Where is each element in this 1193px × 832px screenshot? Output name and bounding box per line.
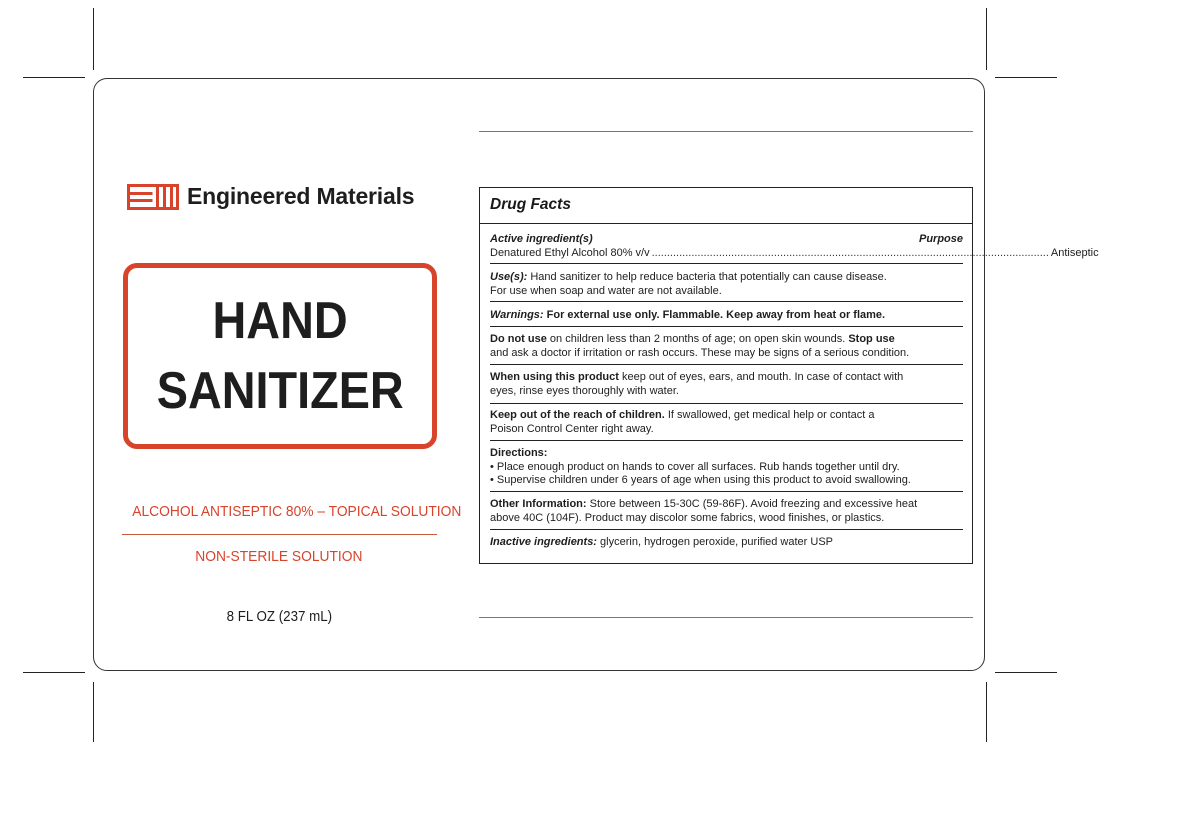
other-info-text: Store between 15-30C (59-86F). Avoid freezing and excessive heat xyxy=(589,498,918,510)
divider xyxy=(490,364,963,365)
active-ingredients-section xyxy=(490,233,1099,260)
other-info-label: Other Information: xyxy=(490,498,587,510)
crop-mark xyxy=(995,77,1057,78)
inactive-ingredients-section xyxy=(490,536,963,550)
do-not-use-section xyxy=(490,333,963,360)
drug-facts-title: Drug Facts xyxy=(490,196,571,213)
brand-name: Engineered Materials xyxy=(187,183,415,209)
inactive-label: Inactive ingredients: xyxy=(490,536,597,548)
crop-mark xyxy=(995,672,1057,673)
warnings-label: Warnings: xyxy=(490,309,544,321)
keep-out-text-2: Poison Control Center right away. xyxy=(490,422,654,435)
when-using-section xyxy=(490,371,963,398)
warnings-text: For external use only. Flammable. Keep away from heat or flame. xyxy=(546,309,886,321)
product-title-line2: SANITIZER xyxy=(156,362,404,420)
directions-label: Directions: xyxy=(490,447,548,459)
keep-out-section xyxy=(490,409,963,436)
divider xyxy=(122,534,437,535)
directions-item: • Supervise children under 6 years of age when using this product to avoid swallowing. xyxy=(490,474,911,486)
crop-mark xyxy=(23,77,85,78)
uses-label: Use(s): xyxy=(490,271,528,283)
other-information-section xyxy=(490,498,963,525)
divider xyxy=(490,491,963,492)
when-using-label: When using this product xyxy=(490,371,619,383)
stop-use-label: Stop use xyxy=(848,333,895,345)
divider xyxy=(490,403,963,404)
uses-section xyxy=(490,271,963,298)
product-subtitle: ALCOHOL ANTISEPTIC 80% – TOPICAL SOLUTION xyxy=(132,503,462,520)
keep-out-label: Keep out of the reach of children. xyxy=(490,409,665,421)
leader-dots: .................................................................................................................................. xyxy=(651,246,1049,259)
divider xyxy=(490,301,963,302)
when-using-text-2: eyes, rinse eyes thoroughly with water. xyxy=(490,384,679,397)
uses-text-2: For use when soap and water are not available. xyxy=(490,284,722,297)
crop-mark xyxy=(986,682,987,742)
divider xyxy=(490,440,963,441)
divider xyxy=(490,529,963,530)
uses-text: Hand sanitizer to help reduce bacteria that potentially can cause disease. xyxy=(530,271,887,283)
divider xyxy=(490,263,963,264)
keep-out-text: If swallowed, get medical help or contact a xyxy=(667,409,875,421)
divider xyxy=(479,131,973,132)
crop-mark xyxy=(93,8,94,70)
other-info-text-2: above 40C (104F). Product may discolor some fabrics, wood finishes, or plastics. xyxy=(490,511,885,524)
warnings-section xyxy=(490,309,963,323)
net-volume: 8 FL OZ (237 mL) xyxy=(226,609,332,625)
when-using-text: keep out of eyes, ears, and mouth. In case of contact with xyxy=(622,371,904,383)
do-not-use-text: on children less than 2 months of age; on open skin wounds. xyxy=(549,333,846,345)
crop-mark xyxy=(23,672,85,673)
crop-mark xyxy=(986,8,987,70)
do-not-use-label: Do not use xyxy=(490,333,547,345)
purpose-value: Antiseptic xyxy=(1050,246,1099,259)
stripes-logo-icon xyxy=(127,184,179,210)
directions-item: • Place enough product on hands to cover all surfaces. Rub hands together until dry. xyxy=(490,460,900,473)
divider xyxy=(479,617,973,618)
crop-mark xyxy=(93,682,94,742)
active-heading: Active ingredient(s) xyxy=(490,233,593,245)
purpose-heading: Purpose xyxy=(918,233,963,245)
product-title-line1: HAND xyxy=(212,292,348,350)
brand xyxy=(127,183,414,210)
drug-facts-panel xyxy=(479,187,1099,564)
product-title-box xyxy=(123,263,437,449)
divider xyxy=(490,326,963,327)
do-not-use-text-2: and ask a doctor if irritation or rash occurs. These may be signs of a serious condition. xyxy=(490,346,910,359)
inactive-text: glycerin, hydrogen peroxide, purified water USP xyxy=(600,536,834,548)
active-ingredient: Denatured Ethyl Alcohol 80% v/v xyxy=(490,246,650,259)
divider xyxy=(480,223,972,224)
sterility-note: NON-STERILE SOLUTION xyxy=(195,548,363,565)
directions-section xyxy=(490,447,963,488)
